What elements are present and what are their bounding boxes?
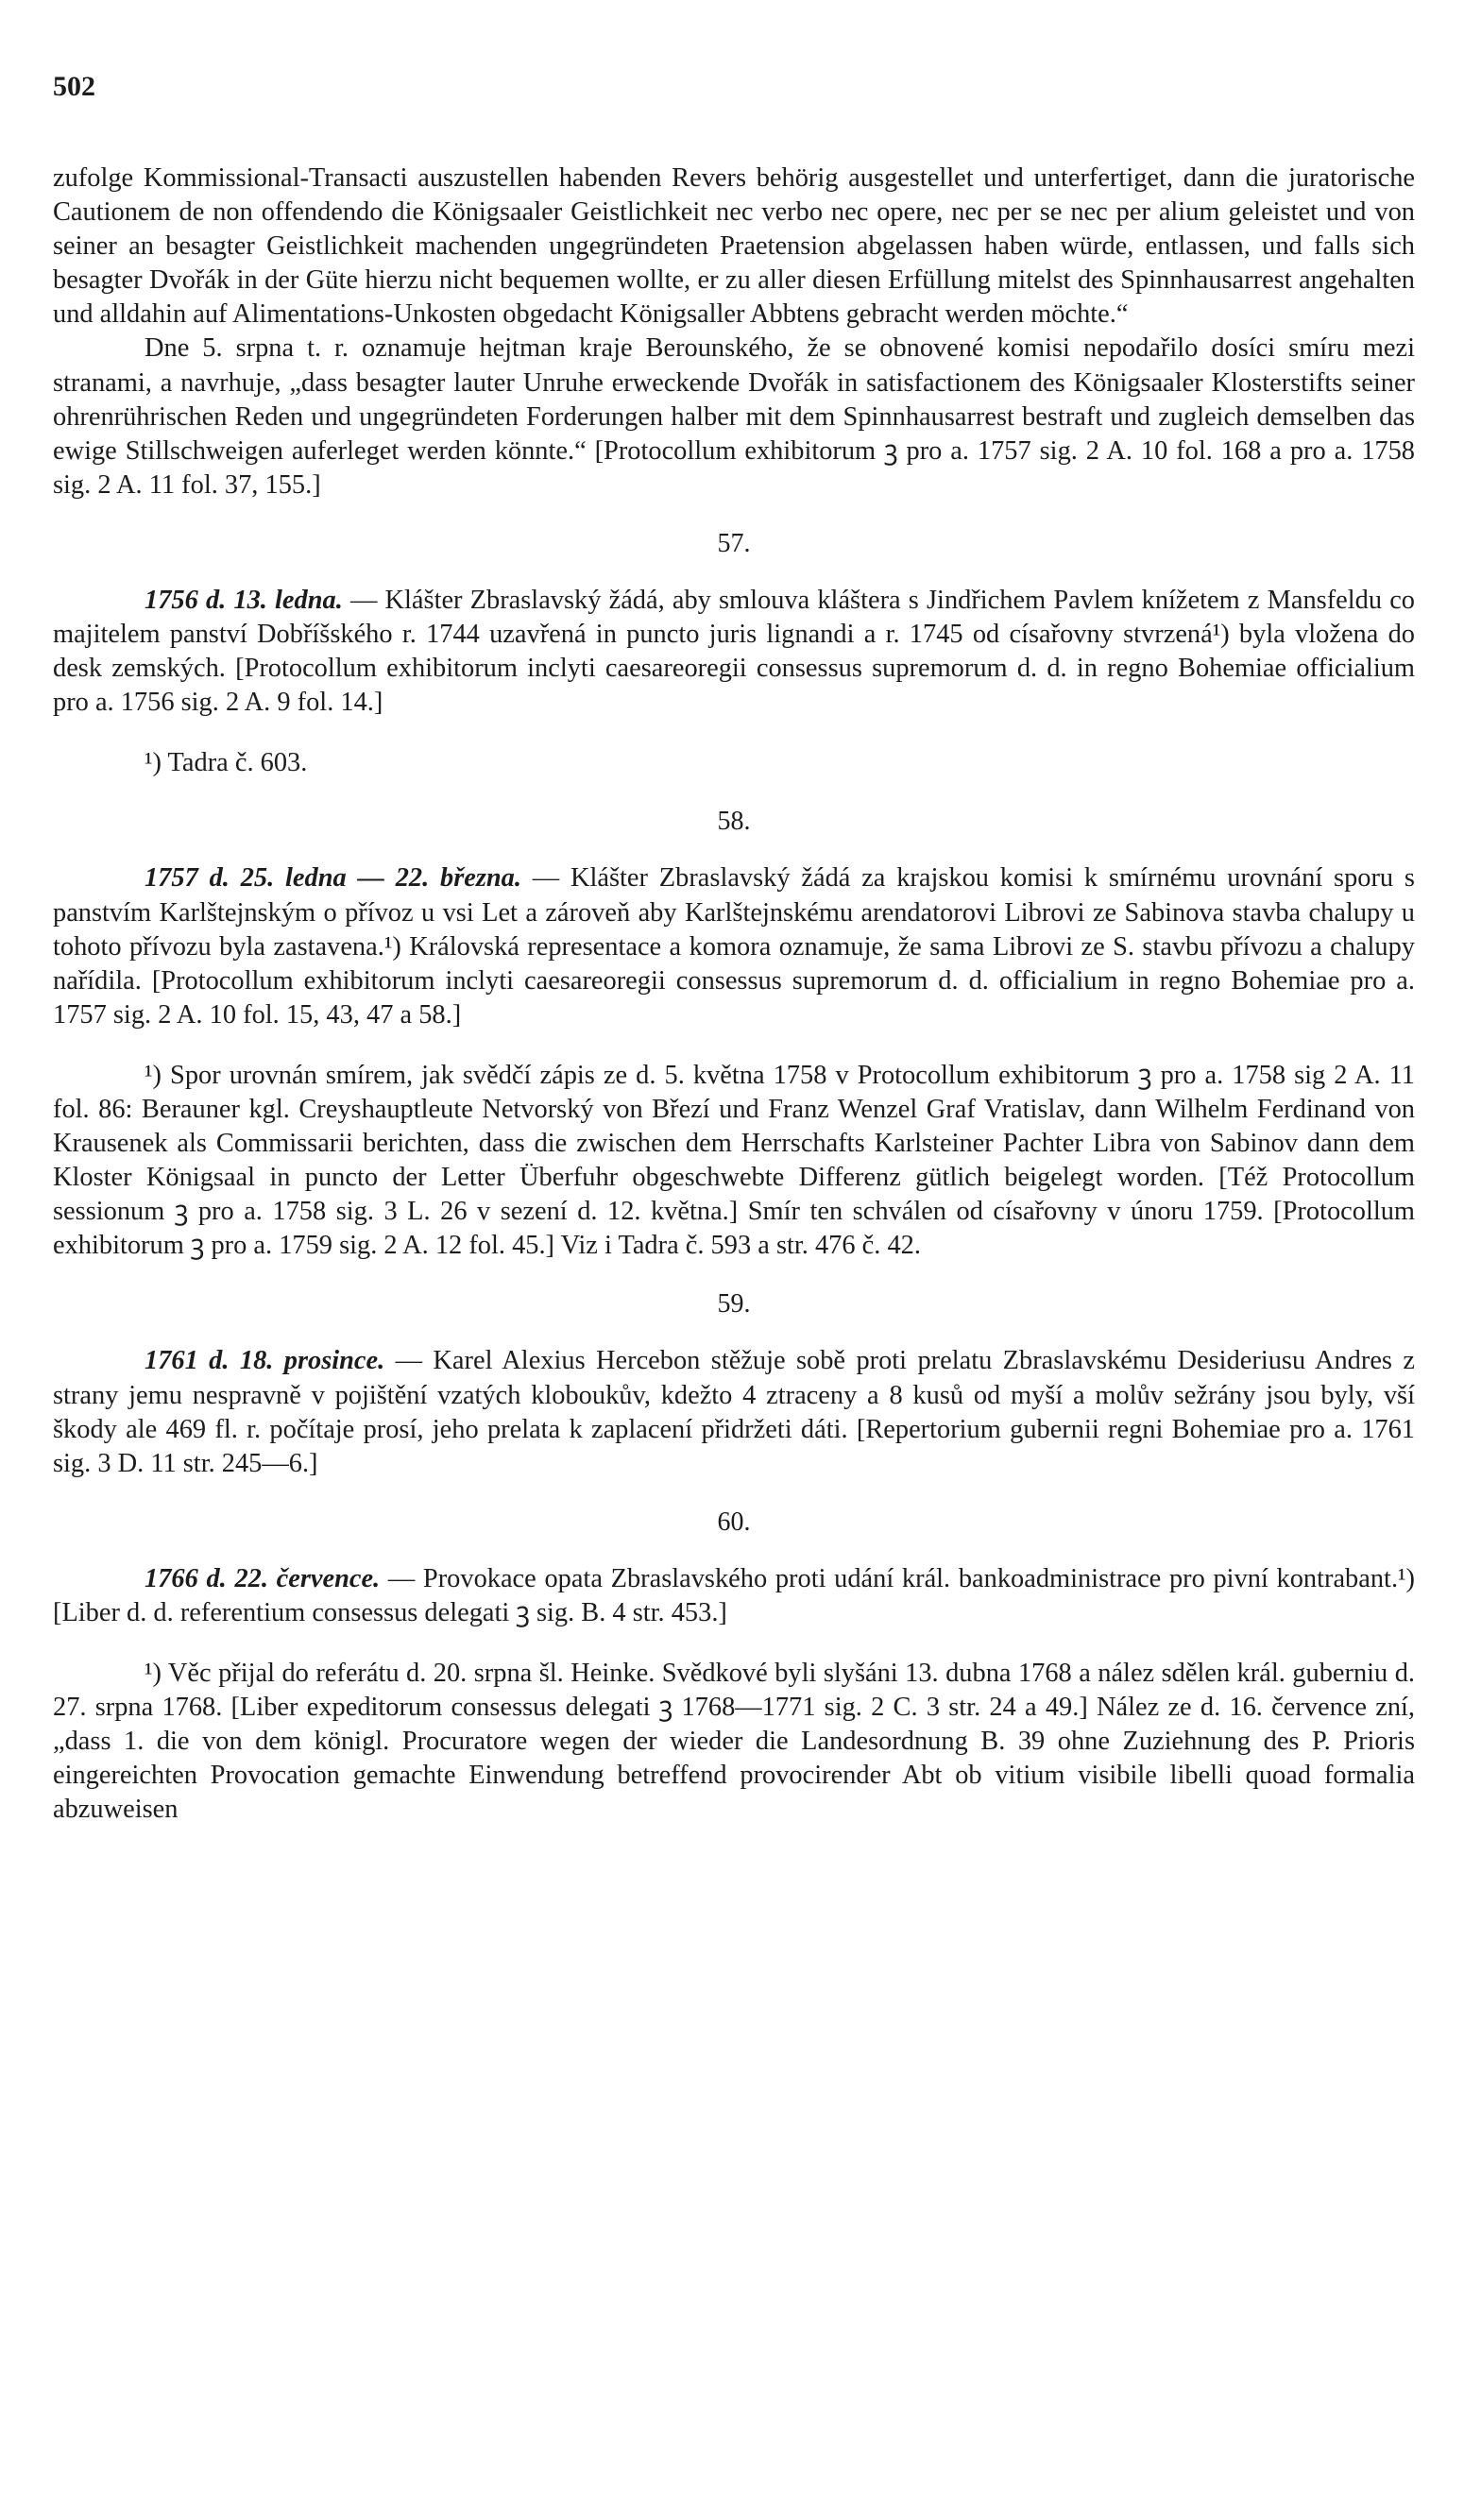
entry-number-59: 59. bbox=[717, 1289, 751, 1320]
entry-60-date: 1766 d. 22. července. bbox=[145, 1563, 381, 1593]
entry-number-57: 57. bbox=[717, 528, 751, 558]
page-number: 502 bbox=[53, 71, 95, 102]
footnote-57-1: ¹) Tadra č. 603. bbox=[145, 748, 308, 778]
entry-58-body: — Klášter Zbraslavský žádá za krajskou komisi k smírnému urovnání sporu s panstvím Karlštejnským o přívoz u vsi Let a zároveň aby Karlštejnskému arendatorovi Librovi ze Sabinova stavba chalupy u tohoto přívozu byla zastavena.¹) Královská representace a komora oznamuje, že sama Librovi ze S. stavbu přívozu a chalupy nařídila. [Protocollum exhibitorum inclyti caesareoregii consessus supremorum d. d. officialium in regno Bohemiae pro a. 1757 sig. 2 A. 10 fol. 15, 43, 47 a 58.] bbox=[53, 863, 1415, 1030]
entry-59-body: — Karel Alexius Hercebon stěžuje sobě proti prelatu Zbraslavskému Desideriusu Andres z strany jemu nespravně v pojištění vzatých kloboukův, kdežto 4 ztraceny a 8 kusů od myší a molův sežrány jsou byly, vší škody ale 469 fl. r. počítaje prosí, jeho prelata k zaplacení přidržeti dáti. [Repertorium gubernii regni Bohemiae pro a. 1761 sig. 3 D. 11 str. 245—6.] bbox=[53, 1346, 1415, 1478]
entry-number-58: 58. bbox=[717, 807, 751, 837]
entry-60-text bbox=[53, 1562, 1415, 1630]
intro-paragraph-report: Dne 5. srpna t. r. oznamuje hejtman kraje Berounského, že se obnovené komisi nepodařilo dosíci smíru mezi stranami, a navrhuje, „dass besagter lauter Unruhe erweckende Dvořák in satisfactionem des Königsaaler Klosterstifts seiner ohrenrührischen Reden und ungegründeten Forderungen halber mit dem Spinnhausarrest bestraft und zugleich demselben das ewige Stillschweigen auferleget werden könnte.“ [Protocollum exhibitorum ꝫ pro a. 1757 sig. 2 A. 10 fol. 168 a pro a. 1758 sig. 2 A. 11 fol. 37, 155.] bbox=[53, 333, 1415, 500]
entry-57-body: — Klášter Zbraslavský žádá, aby smlouva kláštera s Jindřichem Pavlem knížetem z Mansfeldu co majitelem panství Dobříšského r. 1744 uzavřená in puncto juris lignandi a r. 1745 od císařovny stvrzená¹) byla vložena do desk zemských. [Protocollum exhibitorum inclyti caesareoregii consessus supremorum d. d. in regno Bohemiae officialium pro a. 1756 sig. 2 A. 9 fol. 14.] bbox=[53, 585, 1415, 718]
entry-58-text bbox=[53, 861, 1415, 1031]
footnote-58-1: ¹) Spor urovnán smírem, jak svědčí zápis ze d. 5. května 1758 v Protocollum exhibitorum ꝫ pro a. 1758 sig 2 A. 11 fol. 86: Berauner kgl. Creyshauptleute Netvorský von Březí und Franz Wenzel Graf Vratislav, dann Wilhelm Ferdinand von Krausenek als Commissarii berichten, dass die zwischen dem Herrschafts Karlsteiner Pachter Libra von Sabinov dann dem Kloster Königsaal in puncto der Letter Überfuhr obgeschwebte Differenz gütlich beigelegt worden. [Též Protocollum sessionum ꝫ pro a. 1758 sig. 3 L. 26 v sezení d. 12. května.] Smír ten schválen od císařovny v únoru 1759. [Protocollum exhibitorum ꝫ pro a. 1759 sig. 2 A. 12 fol. 45.] Viz i Tadra č. 593 a str. 476 č. 42. bbox=[53, 1060, 1415, 1261]
entry-59-text bbox=[53, 1344, 1415, 1480]
entry-58-date: 1757 d. 25. ledna — 22. března. bbox=[145, 863, 521, 894]
entry-number-60: 60. bbox=[717, 1507, 751, 1537]
entry-60-body: — Provokace opata Zbraslavského proti udání král. bankoadministrace pro pivní kontrabant.¹) [Liber d. d. referentium consessus delegati ꝫ sig. B. 4 str. 453.] bbox=[53, 1563, 1416, 1627]
entry-59-date: 1761 d. 18. prosince. bbox=[145, 1346, 385, 1376]
entry-57-text bbox=[53, 584, 1415, 720]
entry-57-date: 1756 d. 13. ledna. bbox=[145, 585, 343, 615]
intro-paragraph-continuation: zufolge Kommissional-Transacti auszustellen habenden Revers behörig ausgestellet und unterfertiget, dann die juratorische Cautionem de non offendendo die Königsaaler Geistlichkeit nec verbo nec opere, nec per se nec per alium geleistet und von seiner an besagter Geistlichkeit machenden ungegründeten Praetension abgelassen haben würde, entlassen, und falls sich besagter Dvořák in der Güte hierzu nicht bequemen wollte, er zu aller diesen Erfüllung mitelst des Spinnhausarrest angehalten und alldahin auf Alimentations-Unkosten obgedacht Königsaller Abbtens gebracht werden möchte.“ bbox=[53, 163, 1415, 330]
footnote-60-1: ¹) Věc přijal do referátu d. 20. srpna šl. Heinke. Svědkové byli slyšáni 13. dubna 1768 a nález sdělen král. guberniu d. 27. srpna 1768. [Liber expeditorum consessus delegati ꝫ 1768—1771 sig. 2 C. 3 str. 24 a 49.] Nález ze d. 16. července zní, „dass 1. die von dem königl. Procuratore wegen der wieder die Landesordnung B. 39 ohne Zuziehnung des P. Prioris eingereichten Provocation gemachte Einwendung betreffend provocirender Abt ob vitium visibile libelli quoad formalia abzuweisen bbox=[53, 1659, 1415, 1825]
